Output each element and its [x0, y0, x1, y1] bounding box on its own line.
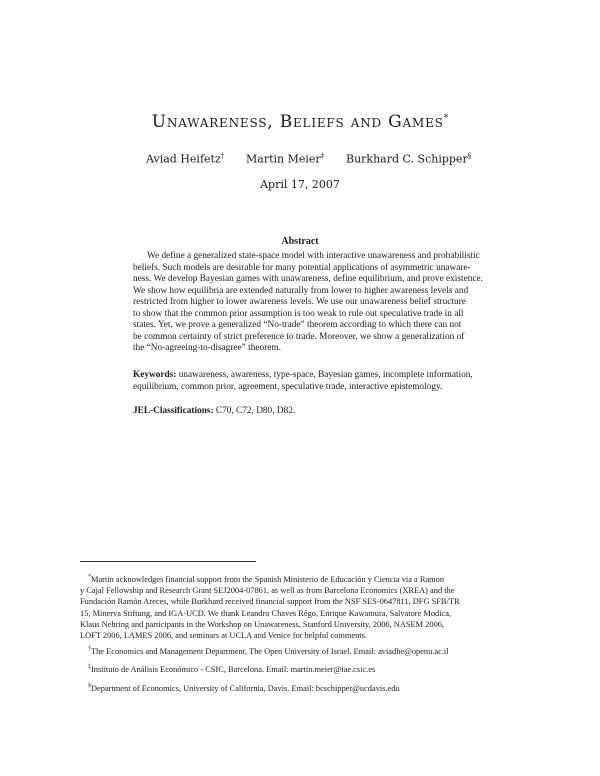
footnote-heifetz-affiliation	[80, 644, 520, 657]
author-footnote-mark: ‡	[320, 152, 325, 160]
footnote-mark: *	[88, 574, 91, 580]
author-footnote-mark: †	[220, 152, 225, 160]
author-heifetz	[146, 152, 224, 166]
footnote-line: 15, Minerva Stiftung, and IGA-UCD. We thank Leandro Chaves Rêgo, Enrique Kawamura, Salvatore Modica,	[80, 608, 452, 618]
author-name: Burkhard C. Schipper	[346, 152, 468, 166]
keywords-line: unawareness, awareness, type-space, Bayesian games, incomplete information,	[178, 370, 473, 380]
footnote-schipper-affiliation	[80, 681, 520, 694]
abstract-line: be common certainty of strict preference to trade. Moreover, we show a generalization of	[133, 331, 465, 342]
footnote-text: Department of Economics, University of California, Davis. Email: bcschipper@ucdavis.edu	[91, 683, 400, 693]
footnote-line: Martin acknowledges financial support from the Spanish Ministerio de Educación y Ciencia via a Ramon	[91, 574, 445, 584]
abstract-line: the “No-agreeing-to-disagree” theorem.	[133, 343, 281, 353]
keywords-label: Keywords:	[133, 370, 177, 380]
jel-value: C70, C72, D80, D82.	[215, 406, 296, 416]
abstract-line: beliefs. Such models are desirable for many potential applications of asymmetric unaware-	[133, 262, 471, 273]
abstract-line: states. Yet, we prove a generalized “No-trade” theorem according to which there can not	[133, 320, 462, 330]
footnote-line: y Cajal Fellowship and Research Grant SEJ2004-07861, as well as from Barcelona Economics (XREA) and the	[80, 586, 455, 596]
footnote-mark: †	[88, 646, 91, 652]
author-meier	[246, 152, 324, 166]
abstract-heading: Abstract	[281, 236, 319, 247]
footnote-mark: §	[88, 683, 91, 689]
title-text: Unawareness, Beliefs and Games	[151, 112, 444, 132]
footnote-text: Instituto de Análisis Económico - CSIC, Barcelona. Email: martin.meier@iae.csic.es	[91, 664, 376, 674]
footnote-line: Fundación Ramón Areces, while Burkhard received financial support from the NSF SES-0647811, DFG SFB/TR	[80, 597, 460, 607]
footnote-text: The Economics and Management Department, The Open University of Israel. Email: aviadhe@openu.ac.il	[91, 646, 449, 656]
author-footnote-mark: §	[467, 152, 472, 160]
footnote-mark: ‡	[88, 664, 91, 670]
abstract-line: to show that the common prior assumption is too weak to rule out speculative trade in all	[133, 308, 464, 319]
author-schipper	[346, 152, 471, 166]
footnote-rule	[80, 561, 256, 562]
footnote-acknowledgements	[80, 572, 520, 642]
paper-title	[0, 112, 600, 132]
abstract-line: We show how equilibria are extended naturally from lower to higher awareness levels and	[133, 285, 469, 296]
author-name: Martin Meier	[246, 152, 321, 166]
abstract-body	[133, 251, 483, 355]
abstract-line: We define a generalized state-space model with interactive unawareness and probabilistic	[147, 251, 480, 261]
title-footnote-mark: *	[443, 113, 449, 124]
footnote-line: Klaus Nehring and participants in the Workshop on Unawareness, Stanford University, 2006, NASEM 2006,	[80, 619, 445, 629]
author-list	[0, 152, 600, 168]
footnote-line: LOFT 2006, LAMES 2006, and seminars at UCLA and Venice for helpful comments.	[80, 631, 367, 641]
footnote-meier-affiliation	[80, 662, 520, 675]
author-name: Aviad Heifetz	[146, 152, 221, 166]
keywords-line: equilibrium, common prior, agreement, speculative trade, interactive epistemology.	[133, 381, 443, 392]
paper-date: April 17, 2007	[260, 178, 340, 191]
abstract-line: ness. We develop Bayesian games with unawareness, define equilibrium, and prove existence.	[133, 274, 483, 284]
keywords	[133, 370, 473, 393]
abstract-line: restricted from higher to lower awareness levels. We use our unawareness belief structure	[133, 297, 466, 307]
jel-classifications	[133, 406, 467, 416]
jel-label: JEL-Classifications:	[133, 406, 214, 416]
